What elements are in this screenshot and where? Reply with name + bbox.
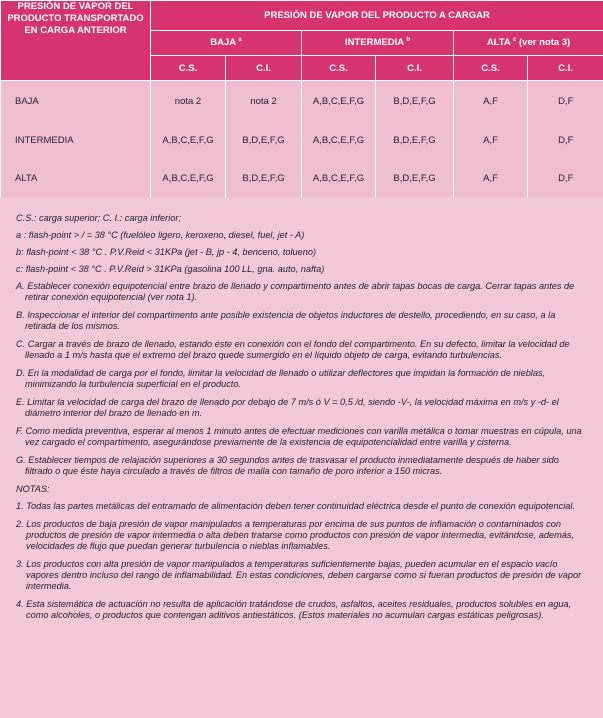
- definition-item: b: flash-point < 38 °C . P.V.Reid < 31KPa (jet - B, jp - 4, benceno, tolueno): [16, 247, 317, 257]
- definition-item: c: flash-point < 38 °C . P.V.Reid > 31KPa (gasolina 100 LL, gna. auto, nafta): [16, 264, 325, 274]
- group-header-baja: BAJA $^a$: [151, 31, 302, 56]
- table-cell: A,B,C,E,F,G: [151, 159, 226, 197]
- subheader-ci: C.I.: [528, 56, 603, 81]
- corner-header: PRESIÓN DE VAPOR DEL PRODUCTO TRANSPORTADO EN CARGA ANTERIOR: [1, 1, 151, 81]
- row-label: INTERMEDIA: [1, 121, 151, 159]
- table-cell: A,B,C,E,F,G: [302, 121, 376, 159]
- notes-list: [16, 501, 588, 621]
- procedure-item: G. Establecer tiempos de relajación superiores a 30 segundos antes de trasvasar el producto inmediatamente después de haber sido filtrado o que éste haya circulado a través de filtros de malla con tamaño de poro inferior a 150 micras.: [16, 455, 559, 476]
- table-cell: A,F: [454, 81, 528, 122]
- definition-item: C.S.: carga superior; C. I.: carga inferior;: [16, 213, 181, 223]
- procedure-item: A. Establecer conexión equipotencial entre brazo de llenado y compartimento antes de abrir tapas bocas de carga. Cerrar tapas antes de retirar conexión equipotencial (ver nota 1).: [16, 281, 575, 302]
- table-cell: A,B,C,E,F,G: [302, 159, 376, 197]
- note-item: 1. Todas las partes metálicas del entramado de alimentación deben tener continuidad eléctrica desde el punto de conexión equipotencial.: [16, 501, 575, 511]
- notes-section: [16, 213, 588, 628]
- group-header-intermedia: INTERMEDIA $^b$: [302, 31, 454, 56]
- procedures-list: [16, 281, 588, 477]
- table-cell: B,D,E,F,G: [226, 159, 302, 197]
- table-cell: nota 2: [151, 81, 226, 122]
- note-item: 2. Los productos de baja presión de vapor manipulados a temperaturas por encima de sus puntos de inflamación o contaminados con productos de presión de vapor intermedia o alta deben tratarse como productos con presión de vapor intermedia, evitándose, además, velocidades de flujo que puedan generar turbulencia o nieblas inflamables.: [16, 519, 575, 551]
- procedure-item: E. Limitar la velocidad de carga del brazo de llenado por debajo de 7 m/s ó V = 0,5 /d, siendo -V-, la velocidad máxima en m/s y -d- el diámetro interior del brazo de llenado en m.: [16, 397, 559, 418]
- table-row: [1, 159, 603, 197]
- procedure-item: D. En la modalidad de carga por el fondo, limitar la velocidad de llenado o utilizar deflectores que impidan la formación de nieblas, minimizando la turbulencia superficial en el producto.: [16, 368, 546, 389]
- table-cell: B,D,E,F,G: [226, 121, 302, 159]
- table-cell: D,F: [528, 121, 603, 159]
- table-row: [1, 121, 603, 159]
- table-cell: A,F: [454, 159, 528, 197]
- note-item: 3. Los productos con alta presión de vapor manipulados a temperaturas suficientemente bajas, pueden acumular en el espacio vacío vapores dentro incluso del rango de inflamabilidad. En estas condiciones, deben cargarse como si fueran productos de presión de vapor intermedia.: [16, 559, 582, 591]
- table-cell: D,F: [528, 81, 603, 122]
- definition-item: a : flash-point > / = 38 °C (fuelóleo ligero, keroxeno, diesel, fuel, jet - A): [16, 230, 305, 240]
- subheader-cs: C.S.: [302, 56, 376, 81]
- table-cell: nota 2: [226, 81, 302, 122]
- subheader-ci: C.I.: [376, 56, 454, 81]
- table-cell: A,F: [454, 121, 528, 159]
- table-cell: B,D,E,F,G: [376, 121, 454, 159]
- row-label: BAJA: [1, 81, 151, 122]
- table-cell: A,B,C,E,F,G: [302, 81, 376, 122]
- table-cell: B,D,E,F,G: [376, 159, 454, 197]
- subheader-ci: C.I.: [226, 56, 302, 81]
- subheader-cs: C.S.: [151, 56, 226, 81]
- table-cell: D,F: [528, 159, 603, 197]
- procedure-item: F. Como medida preventiva, esperar al menos 1 minuto antes de efectuar mediciones con varilla metálica o tomar muestras en cúpula, una vez cargado el compartimento, asegurándose previamente de la existencia de equipotencialidad entre varilla y cisterna.: [16, 426, 582, 447]
- subheader-cs: C.S.: [454, 56, 528, 81]
- main-header: PRESIÓN DE VAPOR DEL PRODUCTO A CARGAR: [151, 1, 603, 31]
- procedure-item: C. Cargar a través de brazo de llenado, estando éste en conexión con el fondo del compartimento. En su defecto, limitar la velocidad de llenado a 1 m/s hasta que el extremo del brazo quede sumergido en el líquido objeto de carga, evitando turbulencias.: [16, 339, 570, 360]
- table-row: [1, 81, 603, 122]
- definitions-list: [16, 213, 588, 275]
- procedure-item: B. Inspeccionar el interior del compartimento ante posible existencia de objetos inductores de destello, procediendo, en su caso, a la retirada de los mismos.: [16, 310, 556, 331]
- table-cell: B,D,E,F,G: [376, 81, 454, 122]
- vapor-pressure-table: [0, 0, 603, 197]
- group-header-alta: ALTA $^c$ (ver nota 3): [454, 31, 603, 56]
- note-item: 4. Esta sistemática de actuación no resulta de aplicación tratándose de crudos, asfaltos, aceites residuales, productos solubles en agua, como alcoholes, o productos que contengan aditivos antiestáticos. (Estos materiales no acumulan cargas estáticas peligrosas).: [16, 599, 572, 620]
- table-cell: A,B,C,E,F,G: [151, 121, 226, 159]
- notes-title: NOTAS:: [16, 484, 50, 494]
- row-label: ALTA: [1, 159, 151, 197]
